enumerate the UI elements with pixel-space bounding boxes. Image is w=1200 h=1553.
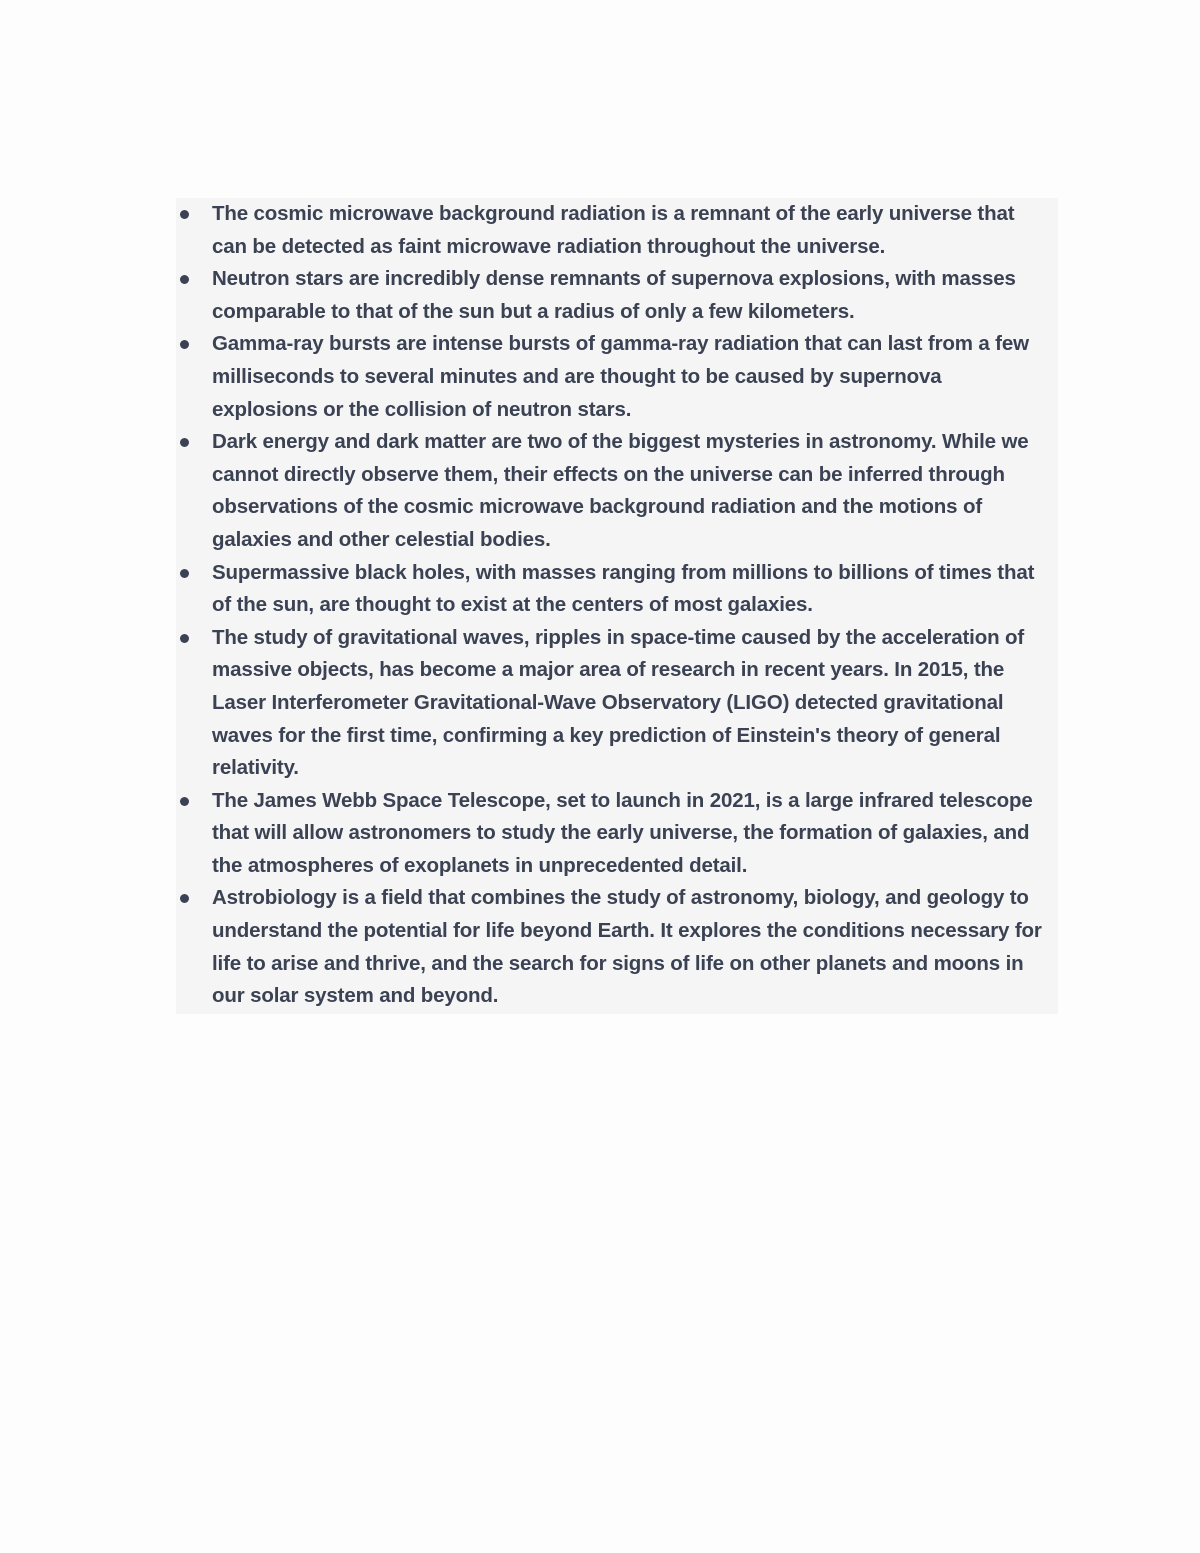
bullet-item-astrobiology <box>176 882 1050 1012</box>
bullet-item-dark-energy <box>176 426 1050 556</box>
bullet-text: The study of gravitational waves, ripples in space-time caused by the acceleration of massive objects, has become a major area of research in recent years. In 2015, the Laser Interferometer Gravitational-Wave Observatory (LIGO) detected gravitational waves for the first time, confirming a key prediction of Einstein's theory of general relativity. <box>212 625 1025 780</box>
bullet-item-black-holes <box>176 557 1050 622</box>
bullet-dot-icon <box>180 894 189 903</box>
bullet-text: Supermassive black holes, with masses ranging from millions to billions of times that of the sun, are thought to exist at the centers of most galaxies. <box>212 560 1035 617</box>
bullet-item-cosmic-microwave-background <box>176 198 1050 263</box>
bullet-item-neutron-stars <box>176 263 1050 328</box>
bullet-list <box>176 198 1050 1013</box>
bullet-dot-icon <box>180 438 189 447</box>
bullet-dot-icon <box>180 634 189 643</box>
bullet-dot-icon <box>180 275 189 284</box>
bullet-text: Gamma-ray bursts are intense bursts of gamma-ray radiation that can last from a few milliseconds to several minutes and are thought to be caused by supernova explosions or the collision of neutron stars. <box>212 332 1029 421</box>
bullet-dot-icon <box>180 340 189 349</box>
bullet-text: Neutron stars are incredibly dense remnants of supernova explosions, with masses comparable to that of the sun but a radius of only a few kilometers. <box>212 267 1016 323</box>
bullet-text: The James Webb Space Telescope, set to launch in 2021, is a large infrared telescope that will allow astronomers to study the early universe, the formation of galaxies, and the atmospheres of exoplanets in unprecedented detail. <box>212 788 1033 877</box>
bullet-text-block <box>176 198 1058 1014</box>
bullet-item-gravitational-waves <box>176 622 1050 785</box>
bullet-text: The cosmic microwave background radiation is a remnant of the early universe that can be detected as faint microwave radiation throughout the universe. <box>212 202 1015 258</box>
bullet-item-james-webb <box>176 785 1050 883</box>
bullet-item-gamma-ray-bursts <box>176 328 1050 426</box>
bullet-text: Astrobiology is a field that combines the study of astronomy, biology, and geology to understand the potential for life beyond Earth. It explores the conditions necessary for life to arise and thrive, and the search for signs of life on other planets and moons in our solar system and beyond. <box>212 886 1042 1008</box>
bullet-text: Dark energy and dark matter are two of the biggest mysteries in astronomy. While we cannot directly observe them, their effects on the universe can be inferred through observations of the cosmic microwave background radiation and the motions of galaxies and other celestial bodies. <box>212 430 1029 551</box>
bullet-dot-icon <box>180 797 189 806</box>
bullet-dot-icon <box>180 210 189 219</box>
bullet-dot-icon <box>180 569 189 578</box>
